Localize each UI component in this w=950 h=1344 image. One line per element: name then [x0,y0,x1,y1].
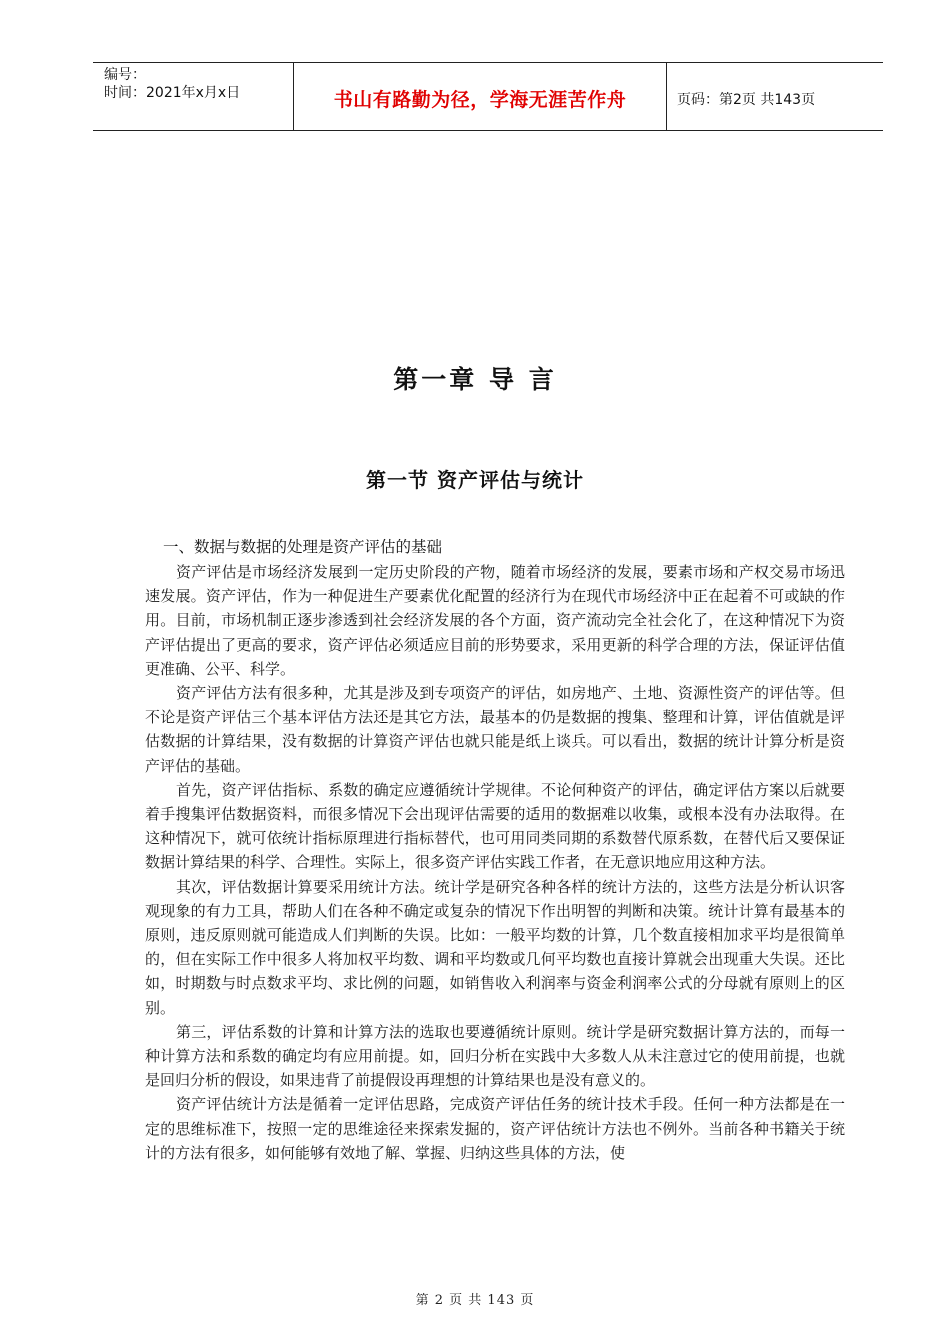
page-header [93,62,883,131]
paragraph: 其次，评估数据计算要采用统计方法。统计学是研究各种各样的统计方法的，这些方法是分析认识客观现象的有力工具，帮助人们在各种不确定或复杂的情况下作出明智的判断和决策。统计计算有最基本的原则，违反原则就可能造成人们判断的失误。比如：一般平均数的计算，几个数直接相加求平均是很简单的，但在实际工作中很多人将加权平均数、调和平均数或几何平均数也直接计算就会出现重大失误。还比如，时期数与时点数求平均、求比例的问题，如销售收入利润率与资金利润率公式的分母就有原则上的区别。 [145,877,845,1017]
document-number-label: 编号： [104,67,146,83]
chapter-title: 第一章 导 言 [393,365,557,394]
header-motto-cell [294,63,667,130]
paragraph: 资产评估方法有很多种，尤其是涉及到专项资产的评估，如房地产、土地、资源性资产的评估等。但不论是资产评估三个基本评估方法还是其它方法，最基本的仍是数据的搜集、整理和计算，评估值就是评估数据的计算结果，没有数据的计算资产评估也就只能是纸上谈兵。可以看出，数据的统计计算分析是资产评估的基础。 [145,684,845,775]
paragraph: 资产评估是市场经济发展到一定历史阶段的产物，随着市场经济的发展，要素市场和产权交易市场迅速发展。资产评估，作为一种促进生产要素优化配置的经济行为在现代市场经济中正在起着不可或缺的作用。目前，市场机制正逐步渗透到社会经济发展的各个方面，资产流动完全社会化了，在这种情况下为资产评估提出了更高的要求，资产评估必须适应目前的形势要求，采用更新的科学合理的方法，保证评估值更准确、公平、科学。 [145,563,845,678]
paragraph: 第三，评估系数的计算和计算方法的选取也要遵循统计原则。统计学是研究数据计算方法的，而每一种计算方法和系数的确定均有应用前提。如，回归分析在实践中大多数人从未注意过它的使用前提，也就是回归分析的假设，如果违背了前提假设再理想的计算结果也是没有意义的。 [145,1022,845,1090]
document-time-label: 时间：2021年x月x日 [104,85,241,101]
paragraph: 首先，资产评估指标、系数的确定应遵循统计学规律。不论何种资产的评估，确定评估方案以后就要着手搜集评估数据资料，而很多情况下会出现评估需要的适用的数据难以收集，或根本没有办法取得。在这种情况下，就可依统计指标原理进行指标替代，也可用同类同期的系数替代原系数，在替代后又要保证数据计算结果的科学、合理性。实际上，很多资产评估实践工作者，在无意识地应用这种方法。 [145,780,845,872]
section-title: 第一节 资产评估与统计 [366,468,584,492]
paragraph: 资产评估统计方法是循着一定评估思路，完成资产评估任务的统计技术手段。任何一种方法都是在一定的思维标准下，按照一定的思维途径来探索发掘的，资产评估统计方法也不例外。当前各种书籍关于统计的方法有很多，如何能够有效地了解、掌握、归纳这些具体的方法，使 [145,1095,845,1162]
body-text [145,560,845,1165]
header-meta-cell [93,63,294,130]
subheading: 一、数据与数据的处理是资产评估的基础 [163,538,443,556]
page-footer: 第 2 页 共 143 页 [415,1293,535,1308]
header-motto: 书山有路勤为径，学海无涯苦作舟 [333,89,627,111]
header-page-cell [667,63,883,130]
header-page-info: 页码：第2页 共143页 [677,92,816,108]
